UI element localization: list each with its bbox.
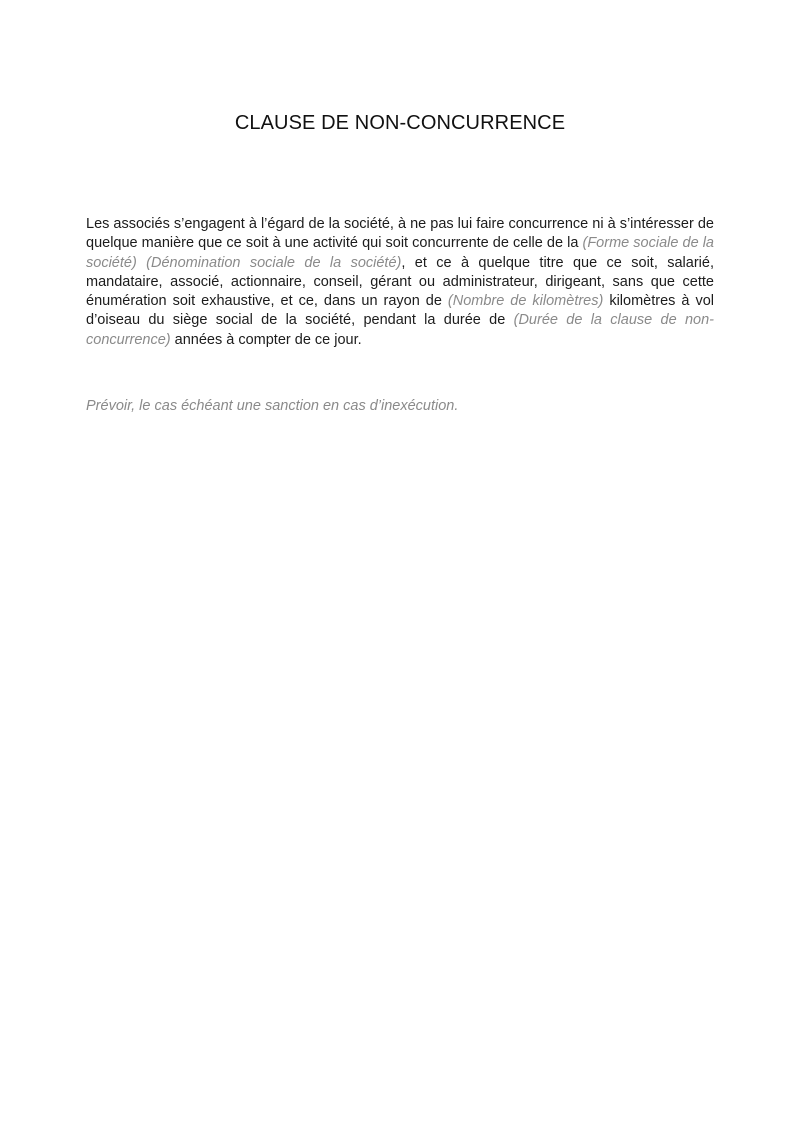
sanction-note: Prévoir, le cas échéant une sanction en cas d’inexécution. — [86, 398, 459, 414]
document-title: CLAUSE DE NON-CONCURRENCE — [234, 112, 566, 134]
placeholder-duration: (Durée de la clause de non-concurrence) — [86, 312, 714, 348]
clause-text-part-3: kilomètres à vol d’oiseau du siège social de la société, pendant la durée de — [86, 293, 714, 329]
clause-text-part-2: , et ce à quelque titre que ce soit, salarié, mandataire, associé, actionnaire, conseil, gérant ou administrateur, dirigeant, sans que cette énumération soit exhaustive, et ce, dans un rayon de — [86, 254, 714, 310]
clause-text-part-4: années à compter de ce jour. — [170, 331, 362, 348]
placeholder-kilometers: (Nombre de kilomètres) — [447, 293, 604, 310]
clause-text-space — [137, 255, 146, 271]
placeholder-company-form: (Forme sociale de la société) — [86, 235, 714, 271]
clause-paragraph — [86, 215, 714, 350]
clause-text-part-1: Les associés s’engagent à l’égard de la société, à ne pas lui faire concurrence ni à s’intéresser de quelque manière que ce soit à une activité qui soit concurrente de celle de la — [86, 216, 714, 252]
placeholder-company-name: (Dénomination sociale de la société) — [146, 254, 402, 271]
